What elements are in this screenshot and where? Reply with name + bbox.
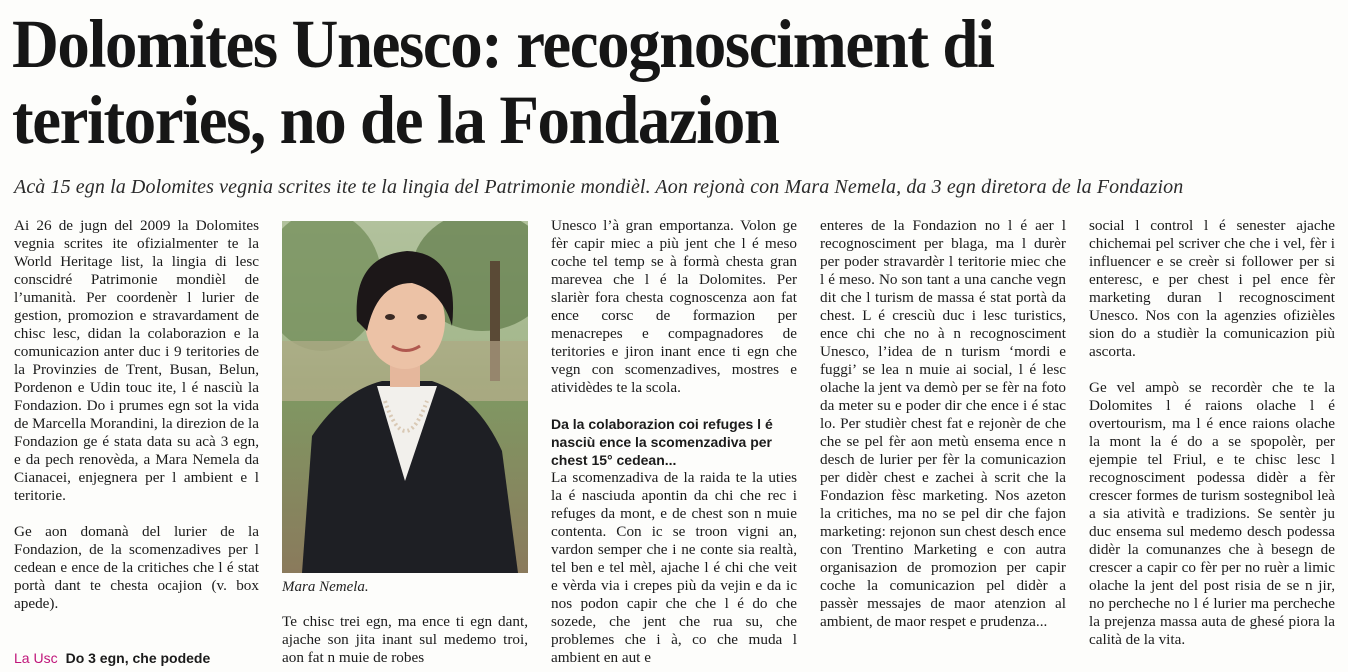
column-5 — [1089, 217, 1335, 672]
headline — [12, 6, 1262, 158]
paragraph: Ge aon domanà del lurier de la Fondazion, de la scomenzadives per l cedean e ence de la critiches che l é stat portà dant te chesta ocajion (v. box apede). — [14, 523, 259, 612]
interview-question: Da la colaborazion coi refuges l é nasciù ence la scomenzadiva per chest 15° cedean... — [551, 416, 773, 468]
headline-line-1: Dolomites Unesco: recognosciment di — [12, 6, 994, 82]
paragraph: La scomenzadiva de la raida te la uties la é nasciuda apontin da chi che rec i refuges da mont, e de chest son n muie contenta. Con ic se troon vigni an, vardon semper che i ne conte sia realtà, tel ben e tel mèl, ajache l é chi che veit e vèrda via i crepes più da vejin e da ic nos podon capir che che l é do che sozede, che jent che rua su, che problemes che i à, co che muda l ambient en aut e — [551, 469, 797, 666]
headline-line-2: teritories, no de la Fondazion — [12, 82, 779, 158]
column-4 — [820, 217, 1066, 672]
paragraph: Unesco l’à gran emportanza. Volon ge fèr capir miec a più jent che l é meso coche tel temp se à formà chesta gran marevea che l é la Dolomites. Per slarièr fora chesta cognoscenza aon fat ence corsc de formazion per menacrepes e compagnadores de teritories e jiron inant ence ti egn che vegn con scomenzadives, mostres e atividèdes te la scola. — [551, 217, 797, 396]
subheadline: Acà 15 egn la Dolomites vegnia scrites ite te la lingia del Patrimonie mondièl. Aon rejonà con Mara Nemela, da 3 egn diretora de la Fondazion — [14, 176, 1184, 198]
photo-caption: Mara Nemela. — [282, 579, 369, 595]
paragraph: Ai 26 de jugn del 2009 la Dolomites vegnia scrites ite ofizialmenter te la World Heritage list, la lingia di lesc conscidré Patrimonie mondièl de l’umanità. Per coordenèr l lurier de gestion, promozion e stravardament de chisc lesc, didan la colaborazion e la comunicazion anter duc i 9 teritories de la Provinzies de Trent, Busan, Belun, Pordenon e Udin touc ite, l é nasciù la Fondazion. Do i prumes egn sot la vida de Marcella Morandini, la direzion de la Fondazion ge é stata data su acà 3 egn, e da pech renovèda, a Mara Nemela da Cianacei, enjegnera per l ambient e l teritorie. — [14, 217, 259, 504]
sidebar-teaser — [14, 648, 259, 668]
column-1 — [14, 217, 259, 672]
paragraph: Te chisc trei egn, ma ence ti egn dant, ajache son jita inant sul medemo troi, aon fat n muie de robes — [282, 613, 528, 666]
sidebar-text: Do 3 egn, che podede — [65, 650, 211, 666]
paragraph: Ge vel ampò se recordèr che te la Dolomites l é raions olache l é overtourism, ma l é ence raions olache la mont la é do a se spopolèr, per ejempie tel Friul, e te chisc lesc l recognosciment podessa didèr a fèr crescer formes de turism sostegnibol leà a sia atività e tradizions. Se sentèr ju duc ensema sul medemo desch podessa didèr la comunanzes che à besegn de crescer a capir co fèr per no ruèr a limic olache la jent del post risia de se n jir, no percheche no l é lurier ma percheche la prejenza massa auta de ghesé piora la calità de la vita. — [1089, 379, 1335, 648]
column-3 — [551, 217, 797, 672]
sidebar-tag: La Usc — [14, 650, 58, 666]
paragraph: social l control l é senester ajache chichemai pel scriver che che i vel, fèr i influencer e se creèr si follower per si enteresc, e per chest i pel ence fèr marketing duran l recognosciment Unesco. Nos con la agenzies ofizièles sion do a studièr la comunicazion più ascorta. — [1089, 217, 1335, 360]
portrait-photo — [282, 221, 528, 573]
paragraph: enteres de la Fondazion no l é aer l recognosciment per blaga, ma l durèr per poder stravardèr l teritorie miec che l é meso. No son tant a una canche vegn dit che l turism de massa é stat portà da chest. L é cresciù duc i lesc turistics, ence chi che no à n recognosciment Unesco, l’idea de n turism ‘mordi e fuggi’ se lea n muie ai social, l é lesc olache la jent va demò per se fèr na foto da meter su e poder dir che ence i é stac lo. Per studièr chest fat e rejonèr de che che se pel fèr aon metù ensema ence n desch de lurier per fèr la comunicazion per didèr chest e zachei à scrit che la Fondazion fèsc marketing. Nos azeton la critiches, ma no se pel dir che fajon marketing: rejonon sun chest desch ence con Trentino Marketing e con autra organisazion de promozion per capir coche la comunicazion pel didèr a passèr messajes de maor atenzion al ambient, de maor respet e prudenza... — [820, 217, 1066, 630]
column-2 — [282, 613, 528, 672]
